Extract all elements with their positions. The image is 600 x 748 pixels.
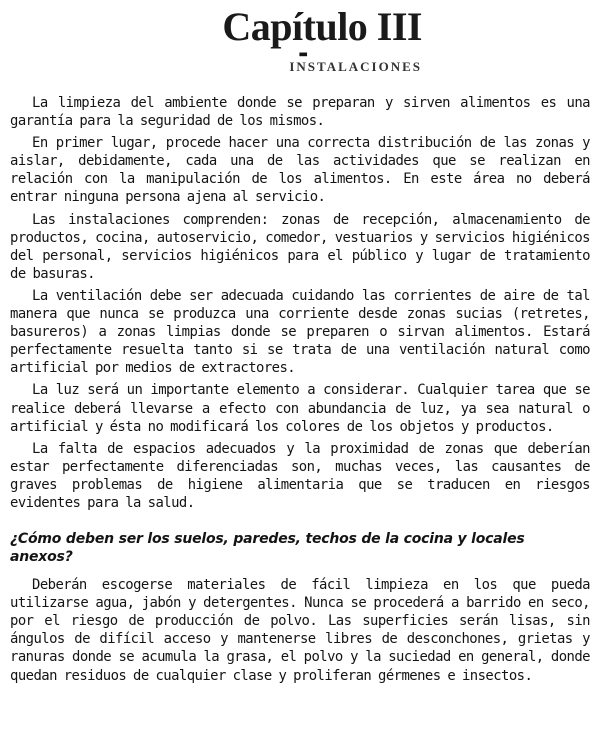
paragraph-6: La falta de espacios adecuados y la proximidad de zonas que deberían estar perfectamente diferenciadas son, muchas veces, las causantes de graves problemas de higiene alimentaria que se traducen en riesgos evidentes para la salud.: [10, 440, 590, 511]
paragraph-5: La luz será un importante elemento a considerar. Cualquier tarea que se realice deberá llevarse a efecto con abundancia de luz, ya sea natural o artificial y ésta no modificará los colores de los objetos y productos.: [10, 382, 590, 435]
paragraph-4: La ventilación debe ser adecuada cuidando las corrientes de aire de tal manera que nunca se produzca una corriente desde zonas sucias (retretes, basureros) a zonas limpias donde se preparen o sirvan alimentos. Estará perfectamente resuelta tanto si se trata de una ventilación natural como artificial por medios de extractores.: [10, 287, 590, 377]
title-ornament: ▬: [298, 49, 308, 60]
subsection-paragraph: Deberán escogerse materiales de fácil limpieza en los que pueda utilizarse agua, jabón y detergentes. Nunca se procederá a barrido en seco, por el riesgo de producción de polvo. Las superficies serán lisas, sin ángulos de difícil acceso y mantenerse libres de desconchones, grietas y ranuras donde se acumula la grasa, el polvo y la suciedad en general, donde quedan residuos de cualquier clase y proliferan gérmenes e insectos.: [10, 577, 590, 684]
paragraph-3: Las instalaciones comprenden: zonas de recepción, almacenamiento de productos, cocina, autoservicio, comedor, vestuarios y servicios higiénicos del personal, servicios higiénicos para el público y lugar de tratamiento de basuras.: [10, 211, 590, 282]
section-title: INSTALACIONES: [289, 59, 422, 74]
paragraph-1: La limpieza del ambiente donde se preparan y sirven alimentos es una garantía para la seguridad de los mismos.: [10, 95, 590, 130]
chapter-title: Capítulo III: [222, 4, 422, 49]
paragraph-2: En primer lugar, procede hacer una correcta distribución de las zonas y aislar, debidamente, cada una de las actividades que se realizan en relación con la manipulación de los alimentos. En este área no deberá entrar ninguna persona ajena al servicio.: [10, 135, 590, 206]
subsection-heading: ¿Cómo deben ser los suelos, paredes, techos de la cocina y locales anexos?: [10, 531, 525, 566]
